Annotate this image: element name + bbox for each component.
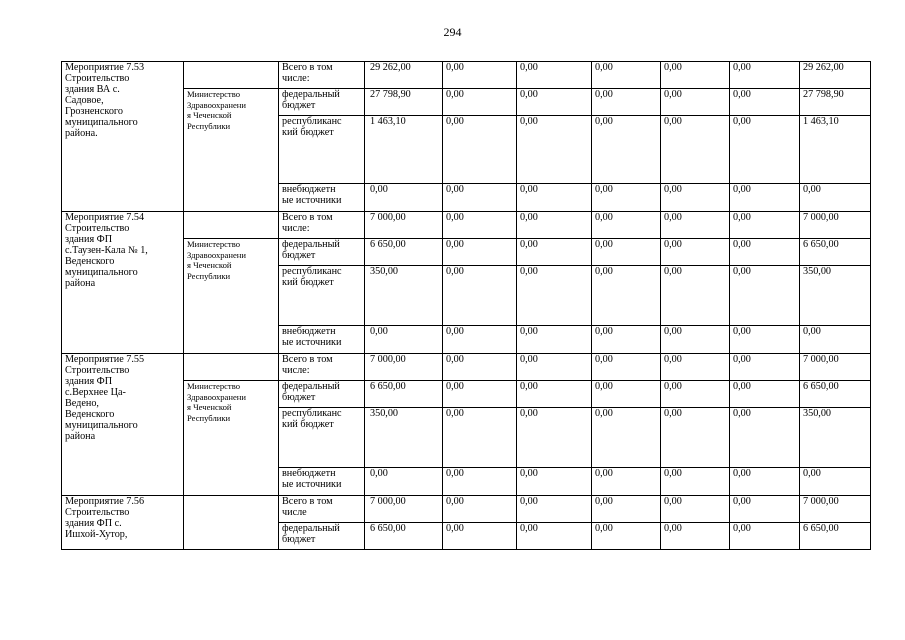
value-cell: 0,00 [517, 266, 592, 326]
value-cell: 0,00 [443, 239, 517, 266]
table-row [62, 239, 871, 266]
budget-table [61, 61, 871, 550]
value-cell: 0,00 [661, 408, 730, 468]
value-cell: 0,00 [730, 468, 800, 496]
value-cell: 0,00 [661, 62, 730, 89]
value-cell: 0,00 [661, 89, 730, 116]
executor-cell [184, 62, 279, 89]
funding-source-cell: Всего в том числе: [279, 354, 365, 381]
value-cell: 6 650,00 [365, 523, 443, 550]
value-cell: 0,00 [592, 408, 661, 468]
value-cell: 7 000,00 [365, 212, 443, 239]
executor-cell: Министерство Здравоохранени я Чеченской Республики [184, 239, 279, 354]
value-cell: 0,00 [517, 468, 592, 496]
executor-cell: Министерство Здравоохранени я Чеченской Республики [184, 89, 279, 212]
value-cell: 0,00 [592, 239, 661, 266]
activity-cell: Мероприятие 7.53 Строительство здания ВА с. Садовое, Грозненского муниципального района. [62, 62, 184, 212]
value-cell: 0,00 [443, 62, 517, 89]
value-cell: 0,00 [592, 89, 661, 116]
value-cell: 27 798,90 [365, 89, 443, 116]
value-cell: 0,00 [517, 239, 592, 266]
value-cell: 0,00 [517, 212, 592, 239]
value-cell: 6 650,00 [800, 239, 871, 266]
value-cell: 0,00 [730, 184, 800, 212]
value-cell: 0,00 [730, 212, 800, 239]
value-cell: 6 650,00 [800, 381, 871, 408]
funding-source-cell: федеральный бюджет [279, 89, 365, 116]
funding-source-cell: внебюджетн ые источники [279, 184, 365, 212]
value-cell: 0,00 [592, 266, 661, 326]
value-cell: 27 798,90 [800, 89, 871, 116]
activity-cell: Мероприятие 7.55 Строительство здания ФП с.Верхнее Ца- Ведено, Веденского муниципального района [62, 354, 184, 496]
value-cell: 0,00 [800, 326, 871, 354]
value-cell: 0,00 [517, 523, 592, 550]
table-row [62, 381, 871, 408]
value-cell: 0,00 [592, 496, 661, 523]
value-cell: 0,00 [517, 62, 592, 89]
value-cell: 0,00 [592, 523, 661, 550]
value-cell: 0,00 [730, 239, 800, 266]
value-cell: 0,00 [443, 496, 517, 523]
table-row [62, 62, 871, 89]
value-cell: 0,00 [730, 116, 800, 184]
value-cell: 0,00 [592, 326, 661, 354]
value-cell: 0,00 [443, 354, 517, 381]
table-row [62, 212, 871, 239]
value-cell: 0,00 [730, 326, 800, 354]
value-cell: 0,00 [661, 239, 730, 266]
page-number: 294 [443, 25, 462, 39]
value-cell: 0,00 [661, 468, 730, 496]
value-cell: 7 000,00 [800, 496, 871, 523]
value-cell: 0,00 [730, 496, 800, 523]
value-cell: 0,00 [592, 62, 661, 89]
funding-source-cell: республиканс кий бюджет [279, 408, 365, 468]
funding-source-cell: внебюджетн ые источники [279, 326, 365, 354]
value-cell: 0,00 [661, 496, 730, 523]
value-cell: 350,00 [365, 266, 443, 326]
value-cell: 0,00 [517, 496, 592, 523]
value-cell: 0,00 [365, 326, 443, 354]
value-cell: 0,00 [661, 523, 730, 550]
value-cell: 6 650,00 [800, 523, 871, 550]
value-cell: 0,00 [661, 326, 730, 354]
value-cell: 7 000,00 [800, 354, 871, 381]
funding-source-cell: Всего в том числе [279, 496, 365, 523]
funding-source-cell: федеральный бюджет [279, 239, 365, 266]
value-cell: 29 262,00 [800, 62, 871, 89]
value-cell: 7 000,00 [800, 212, 871, 239]
value-cell: 0,00 [517, 408, 592, 468]
value-cell: 0,00 [443, 184, 517, 212]
value-cell: 0,00 [592, 381, 661, 408]
value-cell: 0,00 [443, 408, 517, 468]
value-cell: 0,00 [517, 116, 592, 184]
value-cell: 0,00 [661, 212, 730, 239]
value-cell: 0,00 [592, 468, 661, 496]
table-row [62, 354, 871, 381]
value-cell: 0,00 [592, 184, 661, 212]
value-cell: 0,00 [800, 468, 871, 496]
value-cell: 0,00 [365, 468, 443, 496]
value-cell: 0,00 [592, 354, 661, 381]
value-cell: 29 262,00 [365, 62, 443, 89]
value-cell: 0,00 [443, 116, 517, 184]
funding-source-cell: Всего в том числе: [279, 212, 365, 239]
value-cell: 0,00 [517, 354, 592, 381]
value-cell: 0,00 [730, 408, 800, 468]
value-cell: 0,00 [661, 354, 730, 381]
value-cell: 0,00 [730, 266, 800, 326]
value-cell: 0,00 [443, 89, 517, 116]
value-cell: 0,00 [661, 266, 730, 326]
value-cell: 0,00 [730, 62, 800, 89]
funding-source-cell: Всего в том числе: [279, 62, 365, 89]
value-cell: 350,00 [365, 408, 443, 468]
value-cell: 0,00 [730, 89, 800, 116]
activity-cell: Мероприятие 7.56 Строительство здания ФП с. Ишхой-Хутор, [62, 496, 184, 550]
value-cell: 0,00 [730, 381, 800, 408]
value-cell: 0,00 [661, 381, 730, 408]
table-row [62, 496, 871, 523]
value-cell: 0,00 [730, 354, 800, 381]
funding-source-cell: республиканс кий бюджет [279, 116, 365, 184]
value-cell: 0,00 [592, 212, 661, 239]
value-cell: 7 000,00 [365, 496, 443, 523]
value-cell: 0,00 [443, 468, 517, 496]
activity-cell: Мероприятие 7.54 Строительство здания ФП с.Таузен-Кала № 1, Веденского муниципального района [62, 212, 184, 354]
executor-cell [184, 354, 279, 381]
value-cell: 6 650,00 [365, 381, 443, 408]
value-cell: 0,00 [443, 326, 517, 354]
value-cell: 0,00 [517, 184, 592, 212]
value-cell: 6 650,00 [365, 239, 443, 266]
value-cell: 350,00 [800, 266, 871, 326]
value-cell: 0,00 [800, 184, 871, 212]
value-cell: 0,00 [661, 184, 730, 212]
value-cell: 0,00 [443, 523, 517, 550]
value-cell: 0,00 [517, 89, 592, 116]
value-cell: 0,00 [517, 381, 592, 408]
value-cell: 0,00 [592, 116, 661, 184]
value-cell: 7 000,00 [365, 354, 443, 381]
value-cell: 1 463,10 [800, 116, 871, 184]
executor-cell: Министерство Здравоохранени я Чеченской Республики [184, 381, 279, 496]
funding-source-cell: федеральный бюджет [279, 523, 365, 550]
funding-source-cell: внебюджетн ые источники [279, 468, 365, 496]
value-cell: 0,00 [517, 326, 592, 354]
value-cell: 0,00 [443, 212, 517, 239]
executor-cell [184, 212, 279, 239]
executor-cell [184, 496, 279, 550]
value-cell: 0,00 [730, 523, 800, 550]
table-row [62, 89, 871, 116]
value-cell: 1 463,10 [365, 116, 443, 184]
funding-source-cell: федеральный бюджет [279, 381, 365, 408]
value-cell: 0,00 [365, 184, 443, 212]
value-cell: 0,00 [443, 266, 517, 326]
value-cell: 0,00 [661, 116, 730, 184]
value-cell: 0,00 [443, 381, 517, 408]
value-cell: 350,00 [800, 408, 871, 468]
funding-source-cell: республиканс кий бюджет [279, 266, 365, 326]
